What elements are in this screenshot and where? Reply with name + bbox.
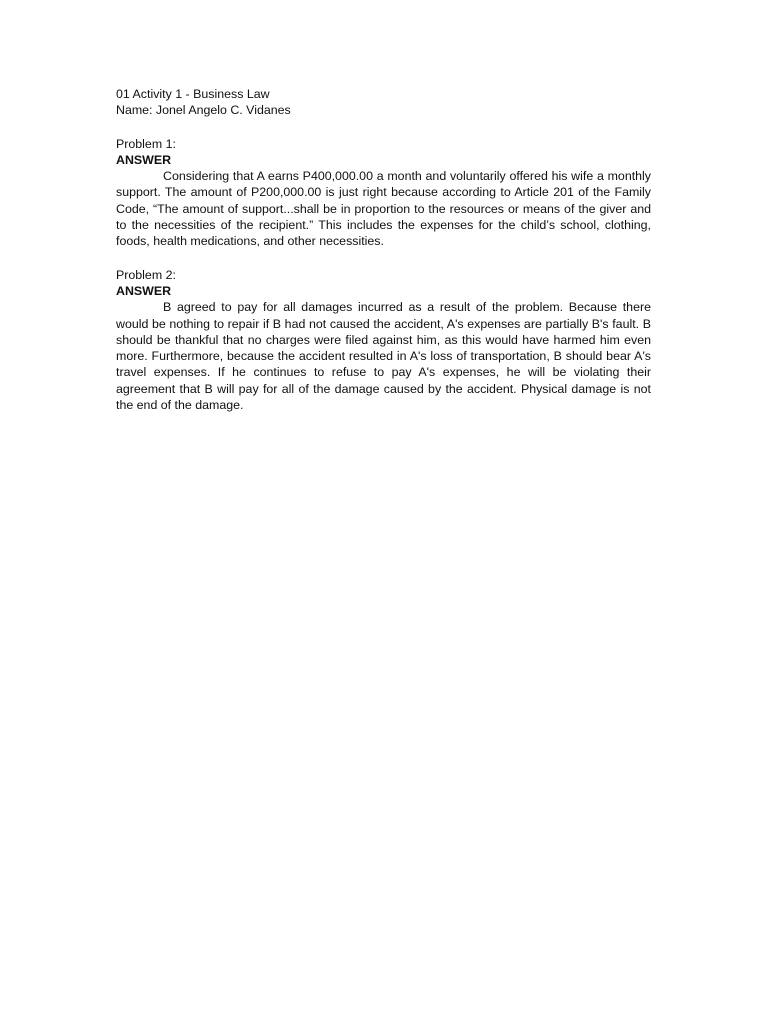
problem-2-answer-label: ANSWER: [116, 283, 172, 298]
activity-title: 01 Activity 1 - Business Law: [116, 87, 270, 101]
student-name: Name: Jonel Angelo C. Vidanes: [116, 103, 291, 118]
problem-2-answer-text: B agreed to pay for all damages incurred as a result of the problem. Because there would be nothing to repair if B had not caused the accident, A's expenses are partially B's fault. B should be thankful that no charges were filed against him, as this would have harmed him even more. Furthermore, because the accident resulted in A's loss of transportation, B should bear A's travel expenses. If he continues to refuse to pay A's expenses, he will be violating their agreement that B will pay for all of the damage caused by the accident. Physical damage is not the end of the damage.: [116, 300, 651, 413]
spacer: [116, 119, 651, 136]
spacer: [116, 250, 651, 267]
problem-1-title: Problem 1:: [116, 136, 176, 151]
problem-1-answer-label: ANSWER: [116, 152, 172, 167]
problem-2-section: [116, 267, 651, 414]
problem-2-title: Problem 2:: [116, 267, 176, 282]
problem-1-section: [116, 136, 651, 250]
document-body: [116, 86, 651, 413]
problem-1-answer-text: Considering that A earns P400,000.00 a month and voluntarily offered his wife a monthly support. The amount of P200,000.00 is just right because according to Article 201 of the Family Code, “The amount of support...shall be in proportion to the resources or means of the giver and to the necessities of the recipient.” This includes the expenses for the child’s school, clothing, foods, health medications, and other necessities.: [116, 169, 651, 249]
